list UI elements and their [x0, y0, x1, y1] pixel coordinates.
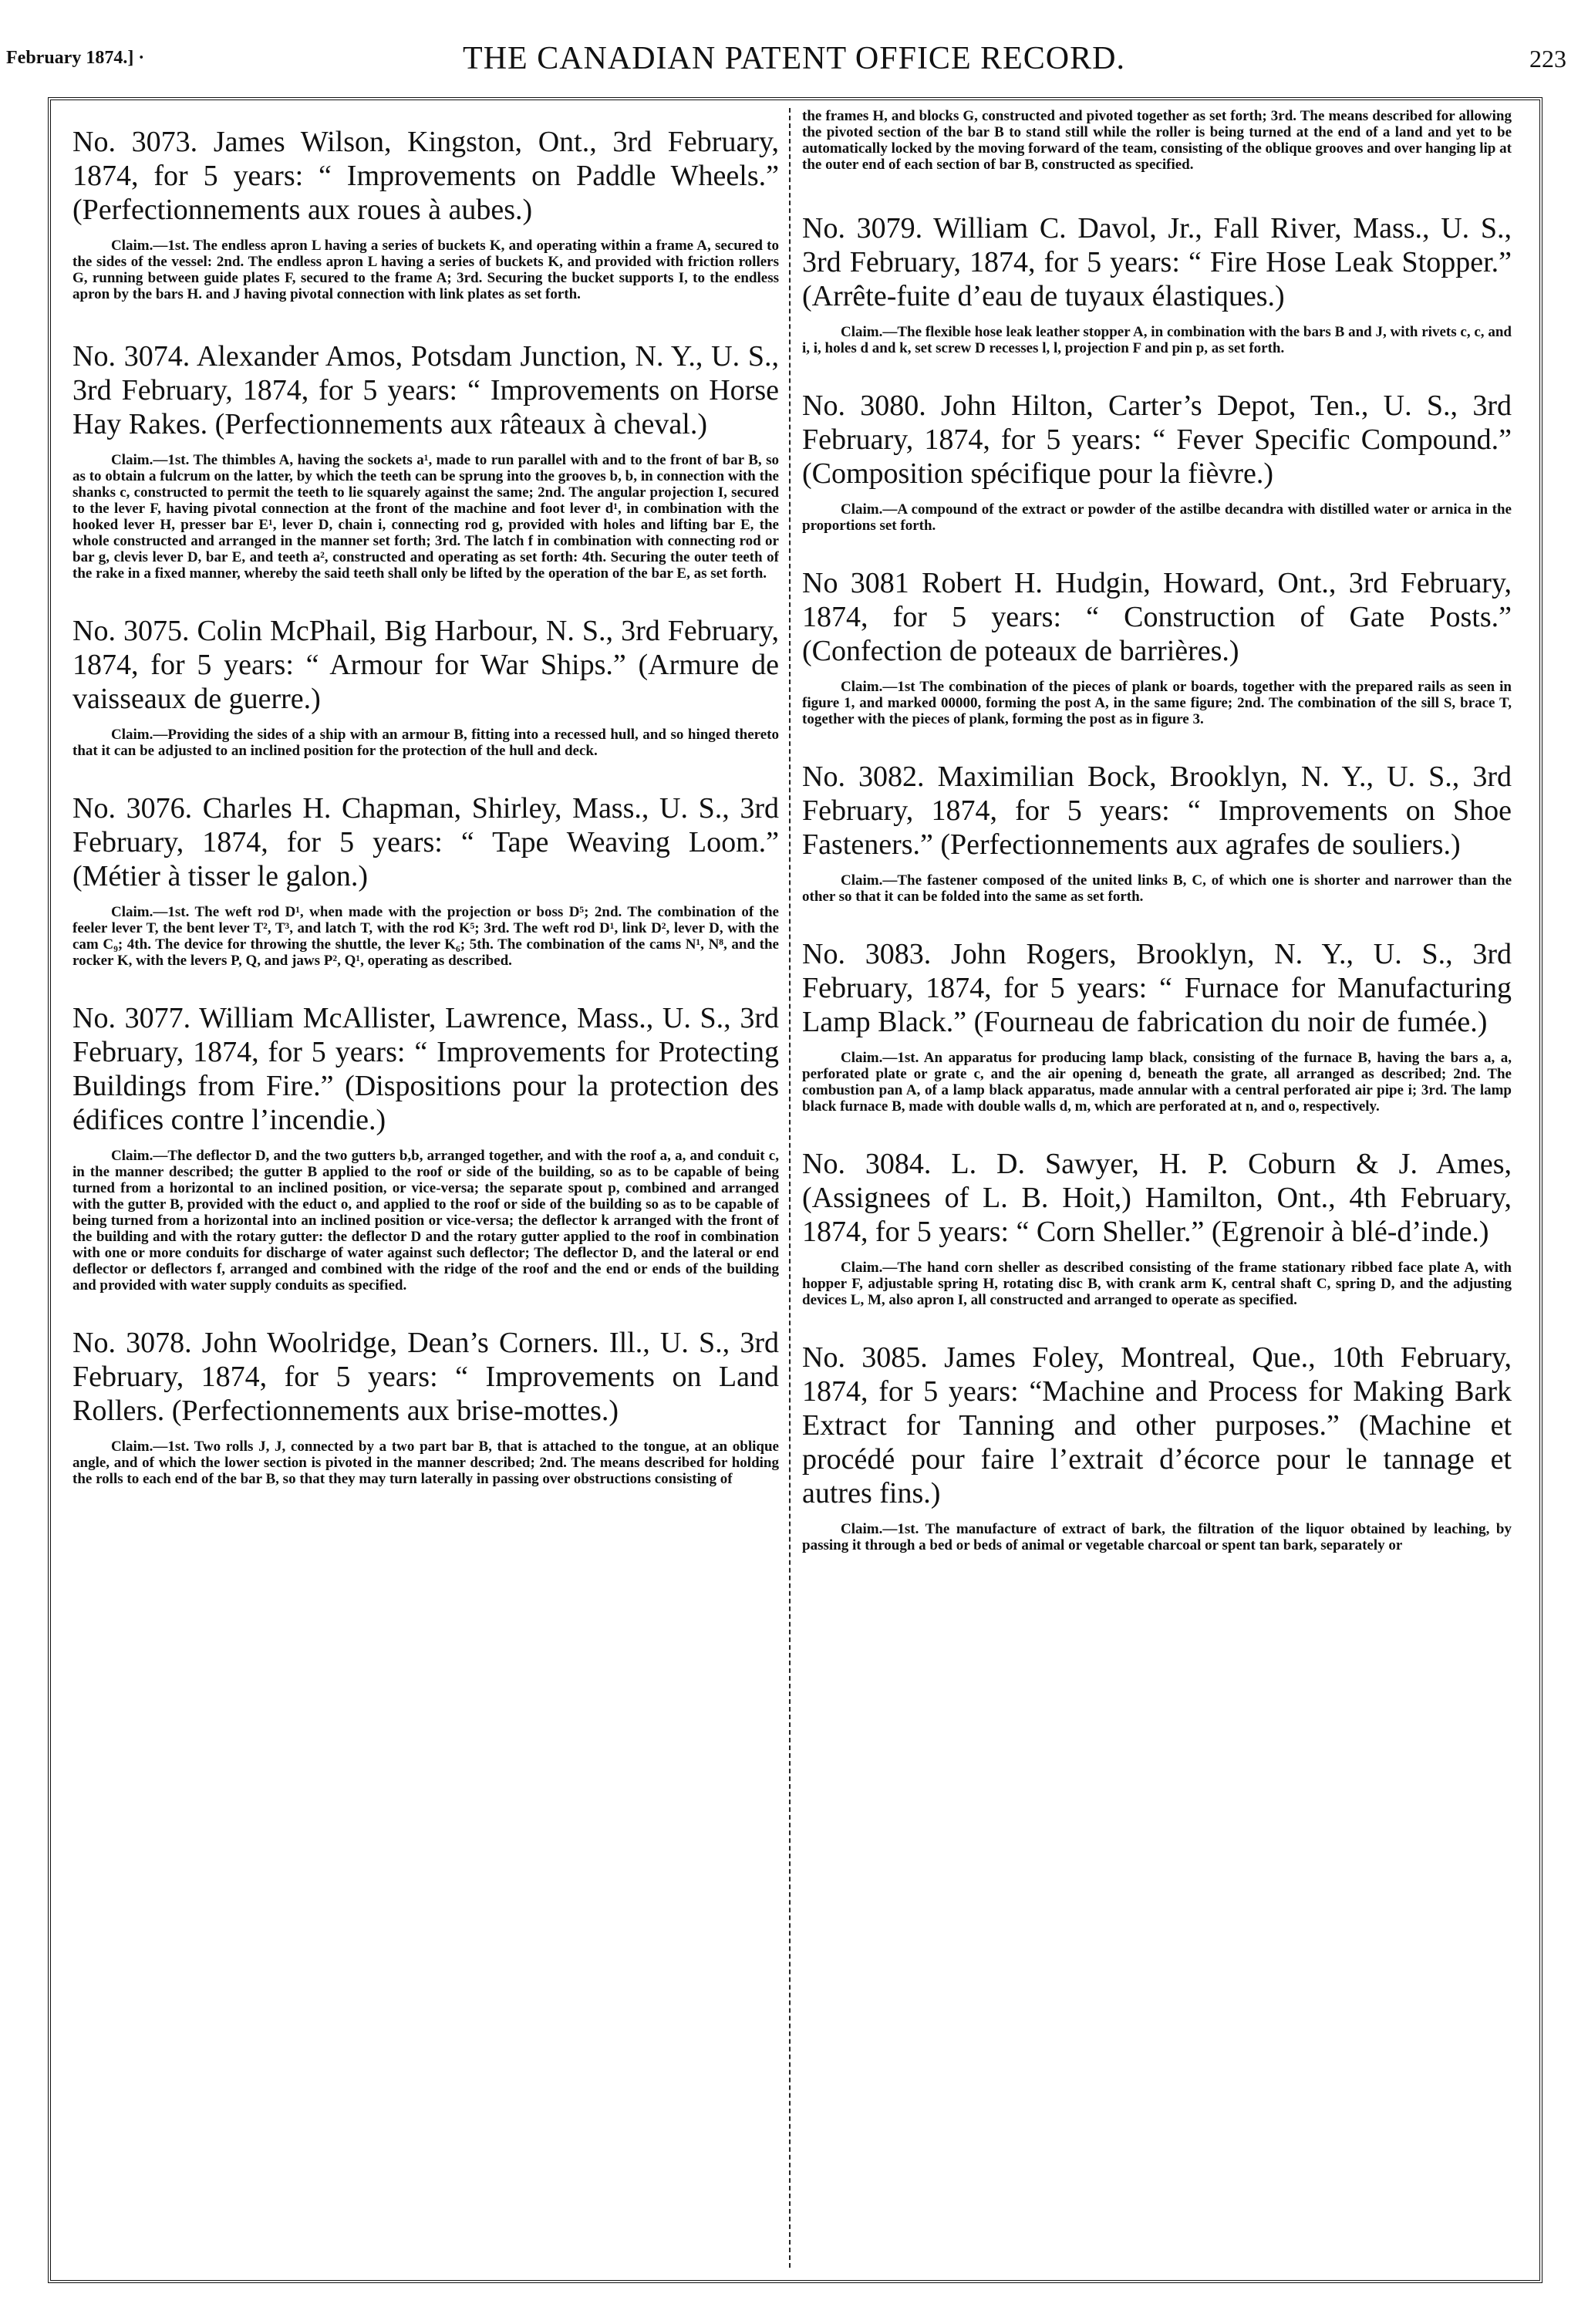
patent-claim: Claim.—1st. The manufacture of extract of bark, the filtration of the liquor obtained by leaching, by passing it through a bed or beds of animal or vegetable charcoal or spent tan bark, separately or — [802, 1521, 1512, 1553]
patent-entry-3081 — [802, 566, 1512, 727]
page-header — [0, 0, 1588, 85]
patent-heading: No. 3083. John Rogers, Brooklyn, N. Y., U. S., 3rd February, 1874, for 5 years: “ Furnace for Manufacturing Lamp Black.” (Fourneau de fabrication du noir de fumée.) — [802, 938, 1512, 1038]
publication-title: THE CANADIAN PATENT OFFICE RECORD. — [463, 41, 1125, 76]
patent-claim: Claim.—The deflector D, and the two gutters b,b, arranged together, and with the roof a, a, and conduit c, in the manner described; the gutter B applied to the roof or side of the building, so as to be capable of being turned from a horizontal to an inclined position, or vice-versa; the separate spout p, combined and arranged with the gutter B, provided with the educt o, and applied to the roof or side of the building so as to be capable of being turned from a horizontal into an inclined position or vice-versa; the deflector k arranged with the front of the building and with the rotary gutter: the deflector D and the rotary gutter applied to the roof in combination with one or more conduits for discharge of water against such deflector; The deflector D, and the lateral or end deflector or deflectors f, arranged and combined with the ridge of the roof and the end or ends of the building and provided with water supply conduits as specified. — [72, 1148, 779, 1294]
page-number: 223 — [1529, 45, 1566, 73]
patent-entry-3082 — [802, 760, 1512, 905]
patent-entry-3085 — [802, 1341, 1512, 1553]
patent-entry-3075 — [72, 614, 779, 759]
patent-heading: No 3081 Robert H. Hudgin, Howard, Ont., 3rd February, 1874, for 5 years: “ Construction of Gate Posts.” (Confection de poteaux de barrières.) — [802, 567, 1512, 667]
patent-heading: No. 3075. Colin McPhail, Big Harbour, N. S., 3rd February, 1874, for 5 years: “ Armour for War Ships.” (Armure de vaisseaux de guerre.) — [72, 615, 779, 715]
column-divider — [789, 108, 791, 2268]
patent-heading: No. 3082. Maximilian Bock, Brooklyn, N. Y., U. S., 3rd February, 1874, for 5 years: “ Improvements on Shoe Fasteners.” (Perfectionnements aux agrafes de souliers.) — [802, 761, 1512, 861]
right-column — [802, 108, 1512, 2237]
patent-claim: Claim.—1st. The weft rod D¹, when made with the projection or boss D⁵; 2nd. The combination of the feeler lever T, the bent lever T², T³, and latch T, with the rod K⁵; 3rd. The weft rod D¹, link D², lever D, with the cam C₉; 4th. The device for throwing the shuttle, the lever K₆; 5th. The combination of the cams N¹, N⁸, and the rocker K, with the levers P, Q, and jaws P², Q¹, operating as described. — [72, 904, 779, 969]
patent-entry-3078-continued — [802, 108, 1512, 173]
patent-claim: Claim.—Providing the sides of a ship with an armour B, fitting into a recessed hull, and so hinged thereto that it can be adjusted to an inclined position for the protection of the hull and deck. — [72, 727, 779, 759]
patent-heading: No. 3079. William C. Davol, Jr., Fall River, Mass., U. S., 3rd February, 1874, for 5 years: “ Fire Hose Leak Stopper.” (Arrête-fuite d’eau de tuyaux élastiques.) — [802, 212, 1512, 312]
patent-entry-3084 — [802, 1147, 1512, 1308]
patent-heading: No. 3084. L. D. Sawyer, H. P. Coburn & J. Ames, (Assignees of L. B. Hoit,) Hamilton, Ont., 4th February, 1874, for 5 years: “ Corn Sheller.” (Egrenoir à blé-d’inde.) — [802, 1148, 1512, 1248]
patent-heading: No. 3085. James Foley, Montreal, Que., 10th February, 1874, for 5 years: “Machine and Process for Making Bark Extract for Tanning and other purposes.” (Machine et procédé pour faire l’extrait d’écorce pour le tannage et autres fins.) — [802, 1341, 1512, 1509]
patent-heading: No. 3073. James Wilson, Kingston, Ont., 3rd February, 1874, for 5 years: “ Improvements on Paddle Wheels.” (Perfectionnements aux roues à aubes.) — [72, 126, 779, 226]
patent-heading: No. 3077. William McAllister, Lawrence, Mass., U. S., 3rd February, 1874, for 5 years: “ Improvements for Protecting Buildings from Fire.” (Dispositions pour la protection des édifices contre l’incendie.) — [72, 1002, 779, 1136]
patent-entry-3080 — [802, 389, 1512, 534]
patent-entry-3073 — [72, 125, 779, 302]
patent-heading: No. 3074. Alexander Amos, Potsdam Junction, N. Y., U. S., 3rd February, 1874, for 5 years: “ Improvements on Horse Hay Rakes. (Perfectionnements aux râteaux à cheval.) — [72, 340, 779, 440]
patent-heading: No. 3080. John Hilton, Carter’s Depot, Ten., U. S., 3rd February, 1874, for 5 years: “ Fever Specific Compound.” (Composition spécifique pour la fièvre.) — [802, 390, 1512, 490]
patent-claim: Claim.—1st. An apparatus for producing lamp black, consisting of the furnace B, having the bars a, a, perforated plate or grate c, and the air opening d, beneath the grate, all arranged as described; 2nd. The combustion pan A, of a lamp black apparatus, made annular with a central perforated air pipe i; 3rd. The lamp black furnace B, made with double walls d, m, which are perforated at n, and o, respectively. — [802, 1050, 1512, 1115]
patent-claim-continued: the frames H, and blocks G, constructed and pivoted together as set forth; 3rd. The means described for allowing the pivoted section of the bar B to stand still while the roller is being turned at the end of a land and yet to be automatically locked by the moving forward of the team, consisting of the oblique grooves and over hanging lip at the outer end of each section of bar B, constructed as specified. — [802, 108, 1512, 173]
patent-entry-3079 — [802, 211, 1512, 356]
patent-claim: Claim.—1st. The endless apron L having a series of buckets K, and operating within a frame A, secured to the sides of the vessel: 2nd. The endless apron L having a series of buckets K, and provided with friction rollers G, running between guide plates F, secured to the frame A; 3rd. Securing the bucket supports I, to the endless apron by the bars H. and J having pivotal connection with link plates as set forth. — [72, 238, 779, 302]
patent-claim: Claim.—1st The combination of the pieces of plank or boards, together with the prepared rails as seen in figure 1, and marked 00000, forming the post A, in the same figure; 2nd. The combination of the sill S, brace T, together with the pieces of plank, forming the post as in figure 3. — [802, 679, 1512, 727]
patent-claim: Claim.—The fastener composed of the united links B, C, of which one is shorter and narrower than the other so that it can be folded into the same as set forth. — [802, 872, 1512, 905]
patent-entry-3078 — [72, 1326, 779, 1487]
patent-entry-3083 — [802, 937, 1512, 1115]
patent-entry-3074 — [72, 339, 779, 582]
issue-date: February 1874.] · — [6, 48, 145, 68]
patent-entry-3077 — [72, 1001, 779, 1294]
patent-claim: Claim.—1st. The thimbles A, having the sockets a¹, made to run parallel with and to the front of bar B, so as to obtain a fulcrum on the latter, by which the teeth can be sprung into the grooves b, b, in connection with the shanks c, constructed to permit the teeth to lie squarely against the same; 2nd. The angular projection I, secured to the lever F, having pivotal connection at the front of the machine and foot lever d¹, in combination with the hooked lever H, presser bar E¹, lever D, chain i, connecting rod g, provided with holes and lifting bar E, the whole constructed and arranged in the manner set forth; 3rd. The latch f in combination with connecting rod or bar g, clevis lever D, bar E, and teeth a², constructed and operating as set forth: 4th. Securing the outer teeth of the rake in a fixed manner, whereby the said teeth shall only be lifted by the operation of the bar E, as set forth. — [72, 452, 779, 582]
patent-claim: Claim.—1st. Two rolls J, J, connected by a two part bar B, that is attached to the tongue, at an oblique angle, and of which the lower section is pivoted in the manner described; 2nd. The means described for holding the rolls to each end of the bar B, so that they may turn laterally in passing over obstructions consisting of — [72, 1439, 779, 1487]
patent-heading: No. 3076. Charles H. Chapman, Shirley, Mass., U. S., 3rd February, 1874, for 5 years: “ Tape Weaving Loom.” (Métier à tisser le galon.) — [72, 792, 779, 892]
patent-claim: Claim.—A compound of the extract or powder of the astilbe decandra with distilled water or arnica in the proportions set forth. — [802, 501, 1512, 534]
patent-claim: Claim.—The flexible hose leak leather stopper A, in combination with the bars B and J, with rivets c, c, and i, i, holes d and k, set screw D recesses l, l, projection F and pin p, as set forth. — [802, 324, 1512, 356]
left-column — [72, 125, 779, 2254]
patent-heading: No. 3078. John Woolridge, Dean’s Corners. Ill., U. S., 3rd February, 1874, for 5 years: “ Improvements on Land Rollers. (Perfectionnements aux brise-mottes.) — [72, 1327, 779, 1427]
patent-claim: Claim.—The hand corn sheller as described consisting of the frame stationary ribbed face plate A, with hopper F, adjustable spring H, rotating disc B, with crank arm K, central shaft C, spring D, and the adjusting devices L, M, also apron I, all constructed and arranged to operate as specified. — [802, 1260, 1512, 1308]
patent-entry-3076 — [72, 791, 779, 969]
